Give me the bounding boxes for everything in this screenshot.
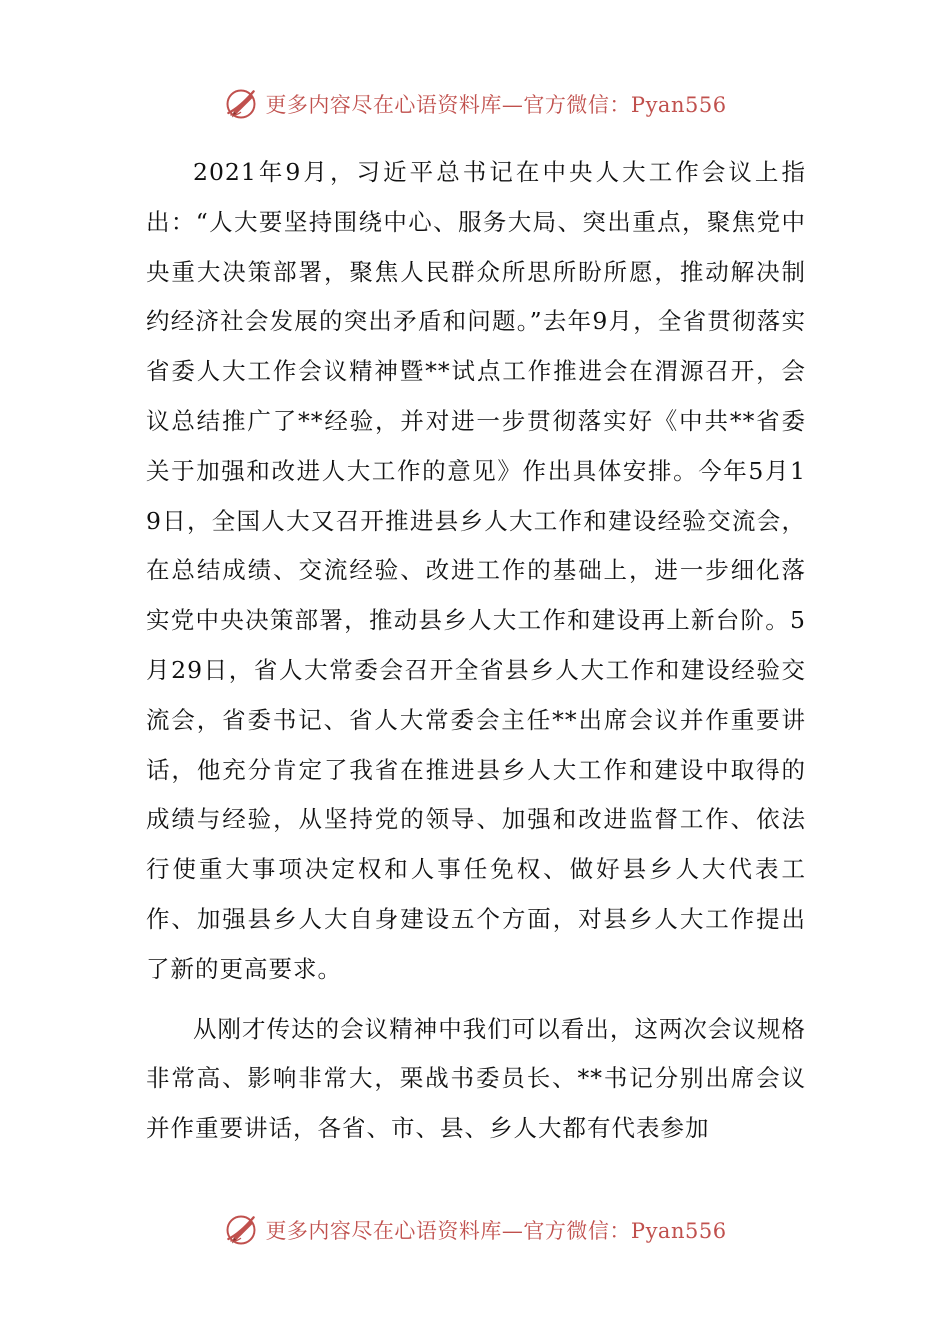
header-banner [0,84,950,124]
footer-banner [0,1210,950,1250]
document-body [146,148,806,1154]
pen-logo-icon [223,1212,259,1248]
pen-logo-icon [223,86,259,122]
header-banner-text: 更多内容尽在心语资料库—官方微信：Pyan556 [265,93,727,117]
body-paragraph-2: 从刚才传达的会议精神中我们可以看出，这两次会议规格非常高、影响非常大，栗战书委员长、**书记分别出席会议并作重要讲话，各省、市、县、乡人大都有代表参加 [146,1014,806,1143]
footer-banner-text: 更多内容尽在心语资料库—官方微信：Pyan556 [265,1219,727,1243]
body-paragraph-1: 2021年9月，习近平总书记在中央人大工作会议上指出：“人大要坚持围绕中心、服务大局、突出重点，聚焦党中央重大决策部署，聚焦人民群众所思所盼所愿，推动解决制约经济社会发展的突出矛盾和问题。”去年9月，全省贯彻落实省委人大工作会议精神暨**试点工作推进会在渭源召开，会议总结推广了**经验，并对进一步贯彻落实好《中共**省委关于加强和改进人大工作的意见》作出具体安排。今年5月19日，全国人大又召开推进县乡人大工作和建设经验交流会，在总结成绩、交流经验、改进工作的基础上，进一步细化落实党中央决策部署，推动县乡人大工作和建设再上新台阶。5月29日，省人大常委会召开全省县乡人大工作和建设经验交流会，省委书记、省人大常委会主任**出席会议并作重要讲话，他充分肯定了我省在推进县乡人大工作和建设中取得的成绩与经验，从坚持党的领导、加强和改进监督工作、依法行使重大事项决定权和人事任免权、做好县乡人大代表工作、加强县乡人大自身建设五个方面，对县乡人大工作提出了新的更高要求。 [146,158,806,983]
